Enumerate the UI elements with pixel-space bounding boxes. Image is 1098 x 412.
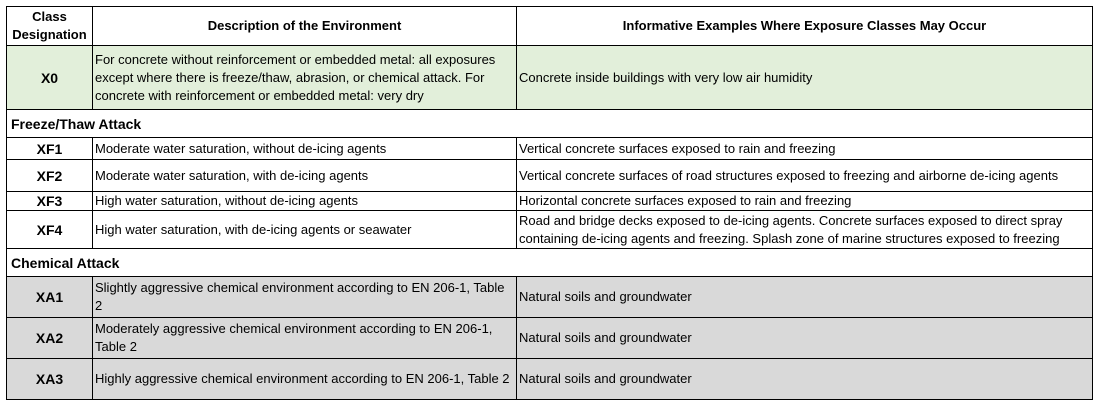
example-cell: Horizontal concrete surfaces exposed to rain and freezing	[517, 192, 1093, 211]
example-cell: Natural soils and groundwater	[517, 318, 1093, 359]
table-row-xf3	[7, 192, 1093, 211]
class-code: XA2	[7, 318, 93, 359]
class-code: XA1	[7, 277, 93, 318]
example-cell: Vertical concrete surfaces exposed to rain and freezing	[517, 138, 1093, 160]
class-code: XA3	[7, 359, 93, 400]
example-cell: Natural soils and groundwater	[517, 359, 1093, 400]
section-title-freeze: Freeze/Thaw Attack	[7, 110, 1093, 138]
exposure-class-table	[6, 6, 1093, 400]
class-code: X0	[7, 46, 93, 110]
header-class-designation: Class Designation	[7, 7, 93, 46]
header-row	[7, 7, 1093, 46]
table-row-xf2	[7, 160, 1093, 192]
header-description: Description of the Environment	[93, 7, 517, 46]
description-cell: Moderate water saturation, with de-icing agents	[93, 160, 517, 192]
table-row-x0	[7, 46, 1093, 110]
description-cell: Slightly aggressive chemical environment according to EN 206-1, Table 2	[93, 277, 517, 318]
example-cell: Natural soils and groundwater	[517, 277, 1093, 318]
table-row-xa1	[7, 277, 1093, 318]
description-cell: High water saturation, with de-icing agents or seawater	[93, 211, 517, 249]
description-cell: Highly aggressive chemical environment according to EN 206-1, Table 2	[93, 359, 517, 400]
section-row-chemical	[7, 249, 1093, 277]
description-cell: Moderately aggressive chemical environment according to EN 206-1, Table 2	[93, 318, 517, 359]
section-title-chemical: Chemical Attack	[7, 249, 1093, 277]
class-code: XF2	[7, 160, 93, 192]
class-code: XF4	[7, 211, 93, 249]
class-code: XF3	[7, 192, 93, 211]
table-row-xa2	[7, 318, 1093, 359]
example-cell: Road and bridge decks exposed to de-icing agents. Concrete surfaces exposed to direct spray containing de-icing agents and freezing. Splash zone of marine structures exposed to freezing	[517, 211, 1093, 249]
table-row-xa3	[7, 359, 1093, 400]
section-row-freeze	[7, 110, 1093, 138]
description-cell: Moderate water saturation, without de-icing agents	[93, 138, 517, 160]
header-examples: Informative Examples Where Exposure Classes May Occur	[517, 7, 1093, 46]
table-row-xf4	[7, 211, 1093, 249]
example-cell: Concrete inside buildings with very low air humidity	[517, 46, 1093, 110]
example-cell: Vertical concrete surfaces of road structures exposed to freezing and airborne de-icing agents	[517, 160, 1093, 192]
class-code: XF1	[7, 138, 93, 160]
table-row-xf1	[7, 138, 1093, 160]
description-cell: High water saturation, without de-icing agents	[93, 192, 517, 211]
description-cell: For concrete without reinforcement or embedded metal: all exposures except where there is freeze/thaw, abrasion, or chemical attack. For concrete with reinforcement or embedded metal: very dry	[93, 46, 517, 110]
